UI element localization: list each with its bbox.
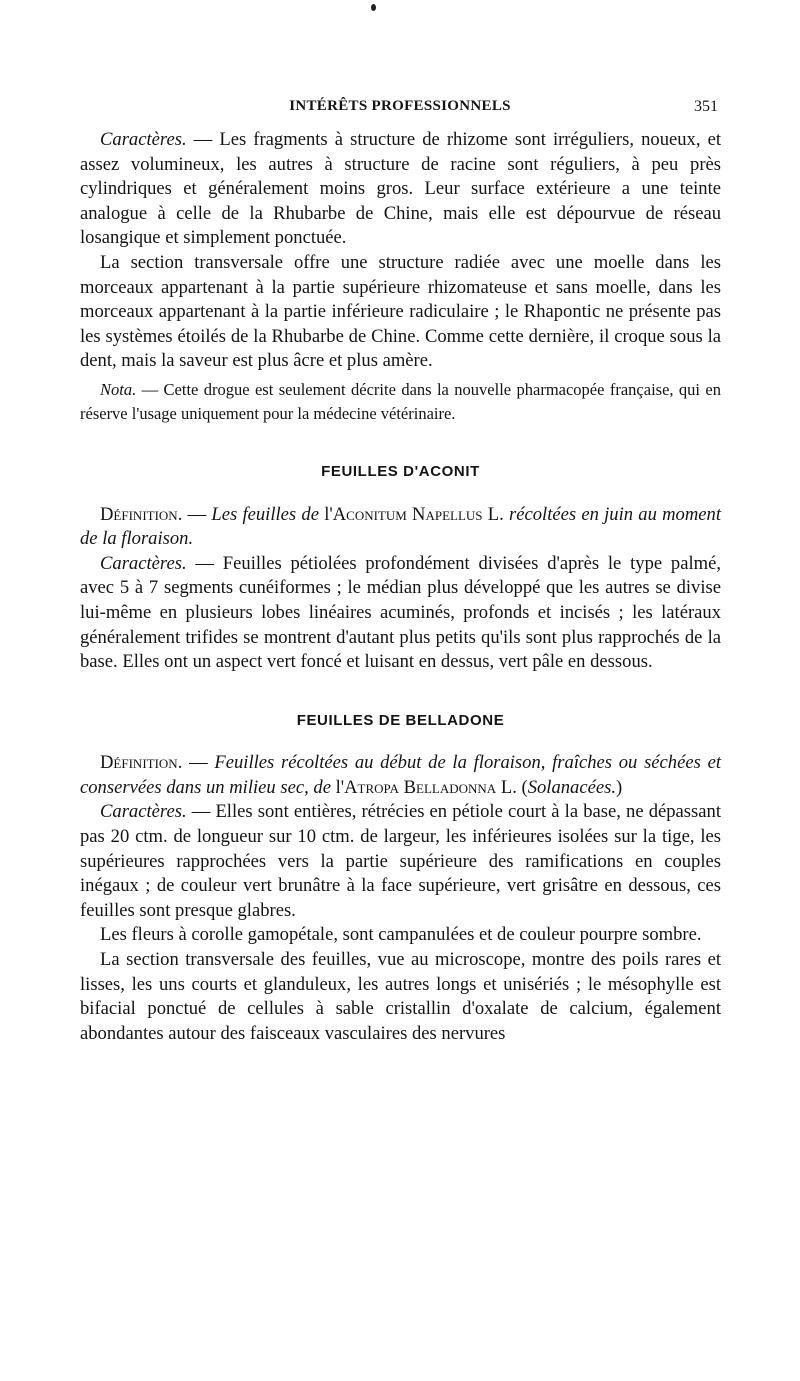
- definition-italic-text-end: récoltées en juin au moment de la floraison.: [80, 503, 721, 550]
- caracteres-text: — Les fragments à structure de rhizome sont irréguliers, noueux, et assez volumineux, les autres à structure de racine sont réguliers, à peu près cylindriques et généralement moins gros. Leur surface extérieure a une teinte analogue à celle de la Rhubarbe de Chine, mais elle est dépourvue de réseau losangique et simplement ponctuée.: [80, 129, 721, 249]
- definition-italic-text: Feuilles récoltées au début de la floraison, fraîches ou séchées et conservées dans un milieu sec, de: [80, 752, 721, 798]
- nota-paragraph: [80, 378, 721, 426]
- definition-author: L. (: [496, 776, 528, 798]
- species-name: Aconitum Napellus: [332, 503, 483, 525]
- caracteres-text: — Elles sont entières, rétrécies en pétiole court à la base, ne dépassant pas 20 ctm. de longueur sur 10 ctm. de largeur, les inférieures isolées sur la tige, les supérieures rapprochées vers la partie supérieure des ramifications en couples inégaux ; de couleur vert brunâtre à la face supérieure, vert grisâtre en dessous, ces feuilles sont presque glabres.: [80, 801, 721, 921]
- caracteres-label: Caractères.: [100, 801, 187, 823]
- family-name: Solanacées.: [527, 776, 616, 798]
- belladone-caracteres-paragraph: [80, 800, 721, 923]
- definition-label: Définition.: [100, 752, 183, 774]
- definition-article: l': [335, 776, 345, 798]
- section-heading-belladone: FEUILLES DE BELLADONE: [296, 711, 505, 729]
- rhapontic-section-paragraph: La section transversale offre une structure radiée avec une moelle dans les morceaux appartenant à la partie supérieure rhizomateuse et sans moelle, dans les morceaux appartenant à la partie inférieure radiculaire ; le Rhapontic ne présente pas les systèmes étoilés de la Rhubarbe de Chine. Comme cette dernière, il croque sous la dent, mais la saveur est plus âcre et plus amère.: [80, 251, 721, 372]
- definition-label: Définition.: [100, 503, 183, 525]
- belladone-definition-paragraph: [80, 751, 721, 800]
- running-title: INTÉRÊTS PROFESSIONNELS: [289, 98, 511, 114]
- caracteres-label: Caractères.: [100, 552, 187, 574]
- section-heading-aconit: FEUILLES D'ACONIT: [321, 462, 480, 480]
- page-number: 351: [694, 98, 718, 115]
- caracteres-text: — Feuilles pétiolées profondément divisées d'après le type palmé, avec 5 à 7 segments cunéiformes ; le médian plus développé que les autres se divise lui-même en plusieurs lobes linéaires acuminés, profonds et incisés ; les latéraux généralement trifides se montrent d'autant plus petits qu'ils sont plus rapprochés de la base. Elles ont un aspect vert foncé et luisant en dessus, vert pâle en dessous.: [80, 552, 721, 673]
- definition-author: L.: [482, 503, 510, 525]
- belladone-section-paragraph: La section transversale des feuilles, vue au microscope, montre des poils rares et lisses, les uns courts et glanduleux, les autres longs et unisériés ; le mésophylle est bifacial ponctué de cellules à sable cristallin d'oxalate de calcium, également abondantes autour des faisceaux vasculaires des nervures: [80, 949, 721, 1044]
- page-body: [80, 128, 721, 1046]
- species-name: Atropa Belladonna: [344, 776, 497, 798]
- rhapontic-caracteres-paragraph: [80, 128, 721, 251]
- nota-label: Nota.: [100, 379, 137, 399]
- ink-speck: [371, 4, 376, 11]
- aconit-caracteres-paragraph: [80, 552, 721, 675]
- definition-separator: —: [182, 752, 215, 774]
- definition-separator: —: [182, 503, 212, 525]
- belladone-fleurs-paragraph: Les fleurs à corolle gamopétale, sont campanulées et de couleur pourpre sombre.: [100, 924, 702, 946]
- nota-text: — Cette drogue est seulement décrite dans la nouvelle pharmacopée française, qui en réserve l'usage uniquement pour la médecine vétérinaire.: [80, 379, 721, 423]
- definition-italic-text: Les feuilles de: [211, 503, 325, 525]
- aconit-definition-paragraph: [80, 503, 721, 552]
- definition-article: l': [324, 503, 333, 525]
- page-header: [80, 96, 720, 120]
- caracteres-label: Caractères.: [100, 129, 187, 150]
- closing-paren: ): [615, 776, 623, 798]
